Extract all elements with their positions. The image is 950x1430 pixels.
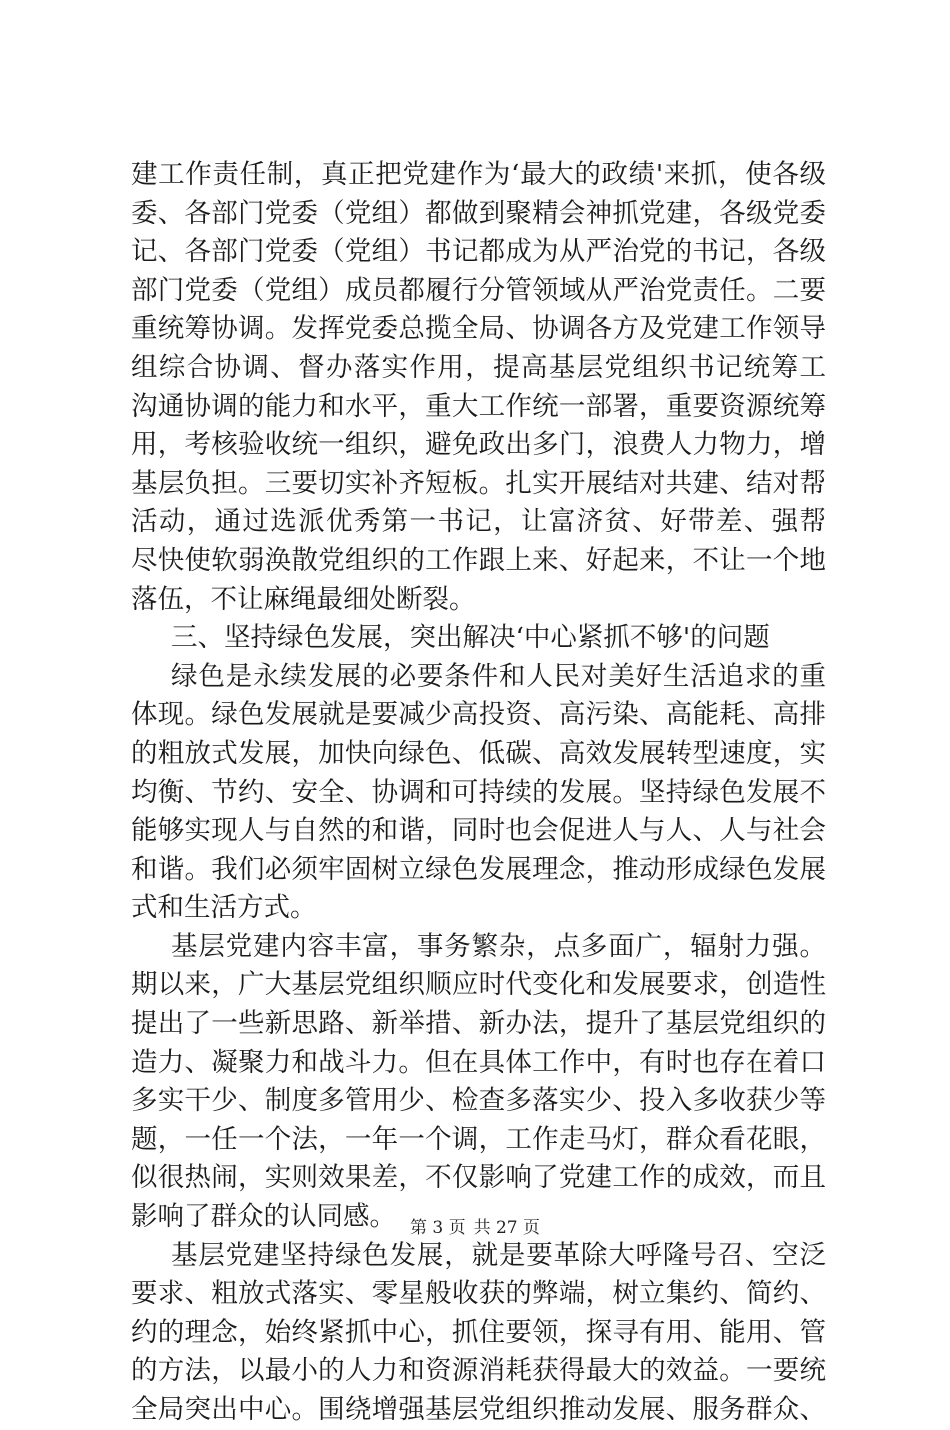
text-line: 组综合协调、督办落实作用，提高基层党组织书记统筹工 <box>131 351 826 383</box>
text-line: 基层负担。三要切实补齐短板。扎实开展结对共建、结对帮 <box>131 467 826 499</box>
text-line: 能够实现人与自然的和谐，同时也会促进人与人、人与社会 <box>131 815 826 847</box>
text-line: 和谐。我们必须牢固树立绿色发展理念，推动形成绿色发展 <box>131 853 826 885</box>
text-line: 部门党委（党组）成员都履行分管领域从严治党责任。二要 <box>131 274 826 306</box>
text-line: 的粗放式发展，加快向绿色、低碳、高效发展转型速度，实 <box>131 737 826 769</box>
text-line: 约的理念，始终紧抓中心，抓住要领，探寻有用、能用、管 <box>131 1316 826 1348</box>
page-number: 第 3 页 <box>409 1218 466 1238</box>
text-line: 提出了一些新思路、新举措、新办法，提升了基层党组织的 <box>131 1008 826 1040</box>
page-footer <box>0 1213 950 1238</box>
section-heading: 三、坚持绿色发展，突出解决‘中心紧抓不够'的问题 <box>171 622 770 654</box>
text-line: 多实干少、制度多管用少、检查多落实少、投入多收获少等 <box>131 1085 826 1117</box>
document-body <box>131 156 826 1430</box>
text-line: 落伍，不让麻绳最细处断裂。 <box>131 583 476 615</box>
text-line: 记、各部门党委（党组）书记都成为从严治党的书记，各级 <box>131 236 826 268</box>
text-line: 影响了群众的认同感。 <box>131 1201 396 1233</box>
text-line: 委、各部门党委（党组）都做到聚精会神抓党建，各级党委 <box>131 197 826 229</box>
text-line: 均衡、节约、安全、协调和可持续的发展。坚持绿色发展不 <box>131 776 826 808</box>
paragraph-first-line: 绿色是永续发展的必要条件和人民对美好生活追求的重 <box>171 660 826 692</box>
text-line: 沟通协调的能力和水平，重大工作统一部署，重要资源统筹 <box>131 390 826 422</box>
text-line: 尽快使软弱涣散党组织的工作跟上来、好起来，不让一个地 <box>131 544 826 576</box>
text-line: 题，一任一个法，一年一个调，工作走马灯，群众看花眼， <box>131 1123 826 1155</box>
text-line: 似很热闹，实则效果差，不仅影响了党建工作的成效，而且 <box>131 1162 826 1194</box>
text-line: 用，考核验收统一组织，避免政出多门，浪费人力物力，增 <box>131 429 826 461</box>
text-line: 要求、粗放式落实、零星般收获的弊端，树立集约、简约、 <box>131 1278 826 1310</box>
text-line: 体现。绿色发展就是要减少高投资、高污染、高能耗、高排 <box>131 699 826 731</box>
page-total: 共 27 页 <box>473 1218 541 1238</box>
paragraph-first-line: 基层党建内容丰富，事务繁杂，点多面广，辐射力强。 <box>171 930 826 962</box>
text-line: 期以来，广大基层党组织顺应时代变化和发展要求，创造性 <box>131 969 826 1001</box>
text-line: 重统筹协调。发挥党委总揽全局、协调各方及党建工作领导 <box>131 313 826 345</box>
text-line: 活动，通过选派优秀第一书记，让富济贫、好带差、强帮 <box>131 506 826 538</box>
text-line: 式和生活方式。 <box>131 892 317 924</box>
text-line: 的方法，以最小的人力和资源消耗获得最大的效益。一要统 <box>131 1355 826 1387</box>
paragraph-first-line: 基层党建坚持绿色发展，就是要革除大呼隆号召、空泛 <box>171 1239 826 1271</box>
text-line: 造力、凝聚力和战斗力。但在具体工作中，有时也存在着口 <box>131 1046 826 1078</box>
text-line: 建工作责任制，真正把党建作为‘最大的政绩'来抓，使各级 <box>131 159 826 190</box>
text-line: 全局突出中心。围绕增强基层党组织推动发展、服务群众、 <box>131 1394 826 1425</box>
